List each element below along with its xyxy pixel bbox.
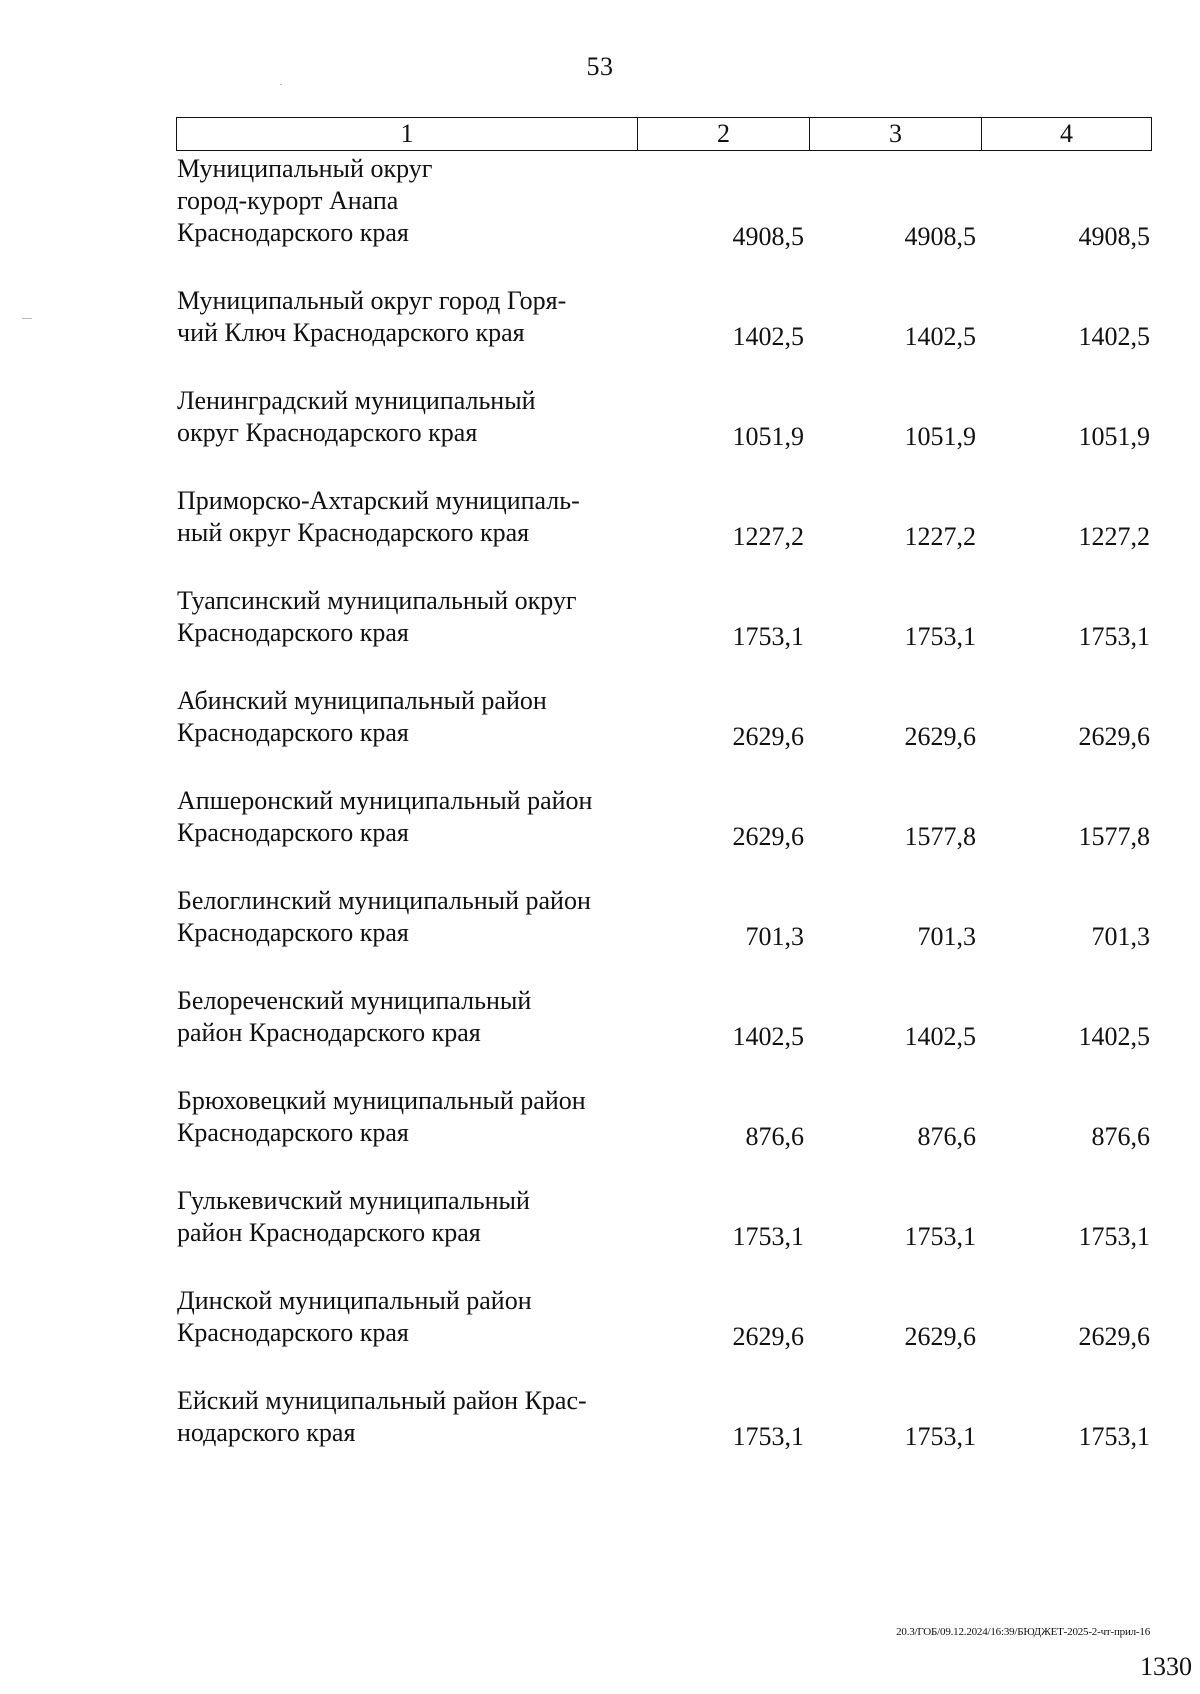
amount-col-2: 1402,5 <box>732 1022 804 1051</box>
municipality-name <box>176 485 636 549</box>
amount-col-3: 1402,5 <box>904 322 976 351</box>
amount-col-4: 1051,9 <box>1078 422 1150 451</box>
amount-col-4: 1402,5 <box>1078 322 1150 351</box>
amount-col-4: 1753,1 <box>1078 1222 1150 1251</box>
amount-col-3: 1051,9 <box>904 422 976 451</box>
table-row <box>176 285 1152 349</box>
municipality-name-line: Апшеронский муниципальный район <box>177 786 593 815</box>
municipality-name-line: район Краснодарского края <box>177 1018 481 1047</box>
amount-col-2: 2629,6 <box>732 722 804 751</box>
amount-col-4: 876,6 <box>1091 1122 1150 1151</box>
table-body <box>176 153 1152 1485</box>
table-row <box>176 585 1152 649</box>
municipality-name-line: Краснодарского края <box>177 718 409 747</box>
header-cell-col-2: 2 <box>637 118 809 150</box>
table-row <box>176 785 1152 849</box>
amount-col-4: 2629,6 <box>1078 722 1150 751</box>
sheet-number: 1330 <box>1140 1652 1192 1681</box>
amount-col-3: 1402,5 <box>904 1022 976 1051</box>
amount-col-4: 1753,1 <box>1078 622 1150 651</box>
amount-col-2: 1753,1 <box>732 622 804 651</box>
table-row <box>176 685 1152 749</box>
municipality-name <box>176 285 636 349</box>
municipality-name <box>176 985 636 1049</box>
municipality-name-line: Туапсинский муниципальный округ <box>177 586 577 615</box>
municipality-name-line: Белоглинский муниципальный район <box>177 886 591 915</box>
municipality-name <box>176 1185 636 1249</box>
amount-col-2: 2629,6 <box>732 822 804 851</box>
municipality-name-line: Краснодарского края <box>177 818 409 847</box>
table-row <box>176 985 1152 1049</box>
municipality-name-line: Краснодарского края <box>177 1318 409 1347</box>
municipality-name <box>176 385 636 449</box>
municipality-name-line: Динской муниципальный район <box>177 1286 532 1315</box>
municipality-name-line: район Краснодарского края <box>177 1218 481 1247</box>
municipality-name-line: Ейский муниципальный район Крас- <box>177 1386 587 1415</box>
amount-col-4: 701,3 <box>1091 922 1150 951</box>
table-row <box>176 385 1152 449</box>
municipality-name <box>176 585 636 649</box>
amount-col-2: 1051,9 <box>732 422 804 451</box>
table-row <box>176 1385 1152 1449</box>
municipality-name-line: нодарского края <box>177 1418 356 1447</box>
table-header <box>176 117 1152 151</box>
municipality-name-line: Белореченский муниципальный <box>177 986 532 1015</box>
amount-col-4: 1227,2 <box>1078 522 1150 551</box>
municipality-name-line: Ленинградский муниципальный <box>177 386 536 415</box>
amount-col-3: 1753,1 <box>904 1222 976 1251</box>
municipality-name <box>176 785 636 849</box>
municipality-name-line: Краснодарского края <box>177 218 409 247</box>
amount-col-4: 1577,8 <box>1078 822 1150 851</box>
amount-col-2: 2629,6 <box>732 1322 804 1351</box>
page-number: 53 <box>586 52 614 81</box>
municipality-name-line: Приморско-Ахтарский муниципаль- <box>177 486 580 515</box>
table-row <box>176 1085 1152 1149</box>
amount-col-4: 4908,5 <box>1078 222 1150 251</box>
amount-col-4: 1402,5 <box>1078 1022 1150 1051</box>
municipality-name-line: ный округ Краснодарского края <box>177 518 530 547</box>
header-cell-col-3: 3 <box>809 118 981 150</box>
table-row <box>176 885 1152 949</box>
document-code: 20.3/ГОБ/09.12.2024/16:39/БЮДЖЕТ-2025-2-чт-прил-16 <box>896 1626 1150 1638</box>
municipality-name-line: Муниципальный округ <box>177 154 433 183</box>
municipality-name-line: Муниципальный округ город Горя- <box>177 286 567 315</box>
amount-col-3: 876,6 <box>917 1122 976 1151</box>
amount-col-2: 1753,1 <box>732 1222 804 1251</box>
municipality-name-line: чий Ключ Краснодарского края <box>177 318 525 347</box>
amount-col-4: 1753,1 <box>1078 1422 1150 1451</box>
municipality-name <box>176 153 636 249</box>
municipality-name <box>176 1085 636 1149</box>
municipality-name-line: Краснодарского края <box>177 618 409 647</box>
municipality-name-line: Краснодарского края <box>177 1118 409 1147</box>
amount-col-3: 1753,1 <box>904 622 976 651</box>
amount-col-3: 1227,2 <box>904 522 976 551</box>
municipality-name-line: город-курорт Анапа <box>177 186 399 215</box>
amount-col-2: 1402,5 <box>732 322 804 351</box>
municipality-name-line: Брюховецкий муниципальный район <box>177 1086 586 1115</box>
amount-col-3: 2629,6 <box>904 722 976 751</box>
amount-col-3: 1753,1 <box>904 1422 976 1451</box>
amount-col-2: 4908,5 <box>732 222 804 251</box>
scan-artifact <box>22 318 32 319</box>
amount-col-3: 1577,8 <box>904 822 976 851</box>
table-row <box>176 153 1152 249</box>
municipality-name <box>176 885 636 949</box>
table-row <box>176 485 1152 549</box>
table-row <box>176 1185 1152 1249</box>
table-row <box>176 1285 1152 1349</box>
municipality-name-line: округ Краснодарского края <box>177 418 478 447</box>
municipality-name-line: Гулькевичский муниципальный <box>177 1186 530 1215</box>
amount-col-4: 2629,6 <box>1078 1322 1150 1351</box>
municipality-name <box>176 1385 636 1449</box>
scan-artifact <box>280 84 282 85</box>
amount-col-2: 701,3 <box>745 922 804 951</box>
amount-col-2: 876,6 <box>745 1122 804 1151</box>
amount-col-3: 2629,6 <box>904 1322 976 1351</box>
municipality-name-line: Абинский муниципальный район <box>177 686 547 715</box>
municipality-name <box>176 685 636 749</box>
amount-col-3: 4908,5 <box>904 222 976 251</box>
amount-col-2: 1227,2 <box>732 522 804 551</box>
municipality-name <box>176 1285 636 1349</box>
municipality-name-line: Краснодарского края <box>177 918 409 947</box>
header-cell-col-4: 4 <box>981 118 1151 150</box>
amount-col-3: 701,3 <box>917 922 976 951</box>
header-cell-col-1: 1 <box>400 119 414 148</box>
amount-col-2: 1753,1 <box>732 1422 804 1451</box>
